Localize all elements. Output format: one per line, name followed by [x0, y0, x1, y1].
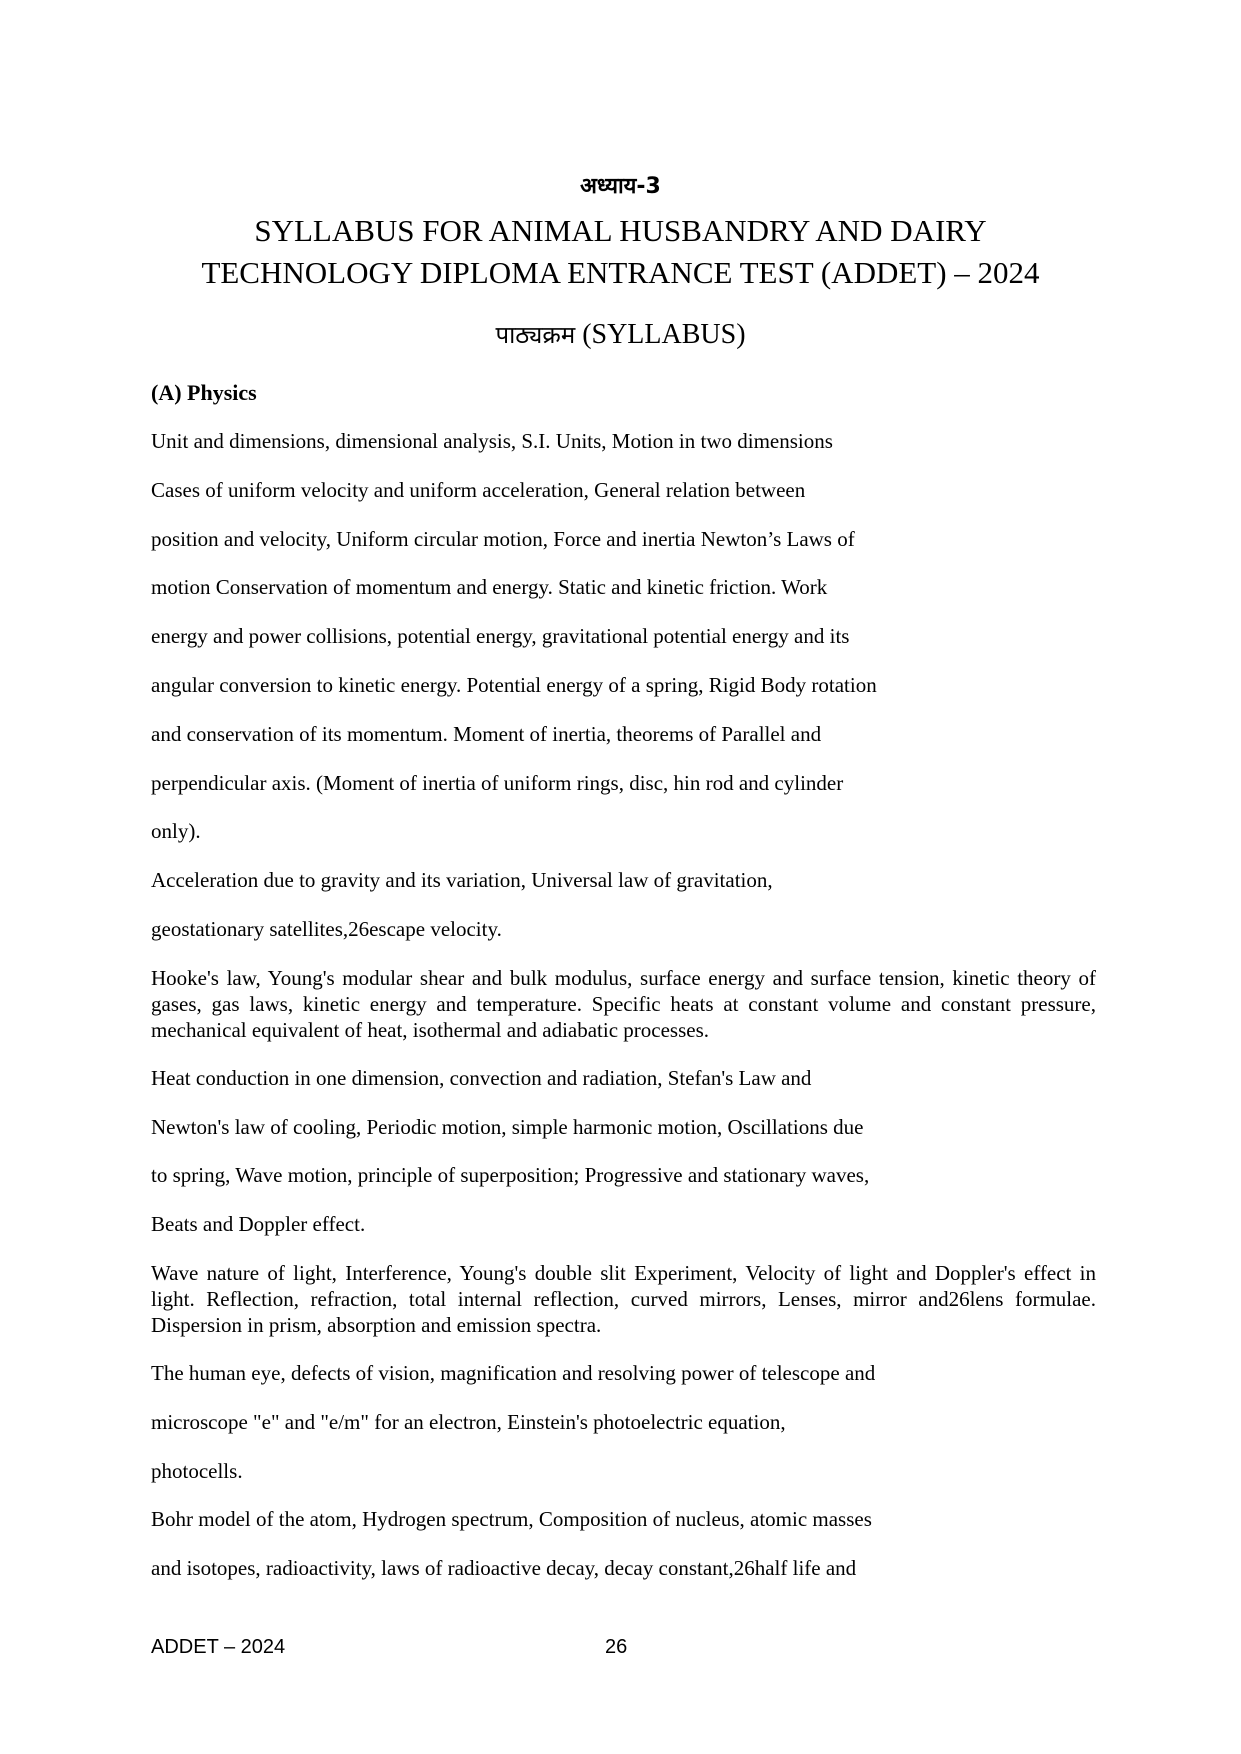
text-line: only). [151, 819, 201, 844]
page-number: 26 [605, 1636, 628, 1658]
text-line: geostationary satellites,26escape velocity. [151, 916, 502, 941]
paragraph-elasticity-heat: Hooke's law, Young's modular shear and bulk modulus, surface energy and surface tension, kinetic theory of gases, gas laws, kinetic energy and temperature. Specific heats at constant volume and constant pressure, mechanical equivalent of heat, isothermal and adiabatic processes. [151, 965, 1096, 1042]
syllabus-subtitle [0, 318, 1241, 351]
text-line: The human eye, defects of vision, magnification and resolving power of telescope and [151, 1360, 876, 1385]
footer-label: ADDET – 2024 [151, 1636, 286, 1658]
title-line-1: SYLLABUS FOR ANIMAL HUSBANDRY AND DAIRY [254, 213, 987, 248]
text-line: Bohr model of the atom, Hydrogen spectrum, Composition of nucleus, atomic masses [151, 1507, 872, 1532]
text-line: Heat conduction in one dimension, convection and radiation, Stefan's Law and [151, 1065, 812, 1090]
text-line: photocells. [151, 1458, 243, 1483]
text-line: Acceleration due to gravity and its variation, Universal law of gravitation, [151, 868, 773, 893]
text-line: Unit and dimensions, dimensional analysis, S.I. Units, Motion in two dimensions [151, 429, 833, 453]
syllabus-body [151, 428, 1096, 1604]
text-line: position and velocity, Uniform circular motion, Force and inertia Newton’s Laws of [151, 526, 855, 551]
section-title: (A) Physics [151, 380, 257, 405]
text-line: and conservation of its momentum. Moment of inertia, theorems of Parallel and [151, 721, 822, 746]
text-line: Newton's law of cooling, Periodic motion, simple harmonic motion, Oscillations due [151, 1114, 864, 1139]
text-line: Beats and Doppler effect. [151, 1212, 366, 1237]
paragraph-optics: Wave nature of light, Interference, Young's double slit Experiment, Velocity of light and Doppler's effect in light. Reflection, refraction, total internal reflection, curved mirrors, Lenses, mirror and26lens formulae. Dispersion in prism, absorption and emission spectra. [151, 1260, 1096, 1337]
text-line: perpendicular axis. (Moment of inertia of uniform rings, disc, hin rod and cylinder [151, 770, 844, 795]
page-title [0, 210, 1241, 294]
chapter-heading: अध्याय-3 [580, 174, 661, 199]
subtitle-english: (SYLLABUS) [582, 319, 746, 350]
text-line: motion Conservation of momentum and energy. Static and kinetic friction. Work [151, 575, 828, 600]
text-line: microscope "e" and "e/m" for an electron, Einstein's photoelectric equation, [151, 1409, 786, 1434]
title-line-2: TECHNOLOGY DIPLOMA ENTRANCE TEST (ADDET) – 2024 [201, 255, 1040, 290]
text-line: angular conversion to kinetic energy. Potential energy of a spring, Rigid Body rotation [151, 672, 877, 697]
subtitle-hindi: पाठ्यक्रम [495, 321, 576, 349]
text-line: and isotopes, radioactivity, laws of radioactive decay, decay constant,26half life and [151, 1556, 857, 1581]
text-line: Cases of uniform velocity and uniform acceleration, General relation between [151, 477, 806, 502]
text-line: to spring, Wave motion, principle of superposition; Progressive and stationary waves, [151, 1163, 870, 1188]
text-line: energy and power collisions, potential energy, gravitational potential energy and its [151, 624, 850, 649]
